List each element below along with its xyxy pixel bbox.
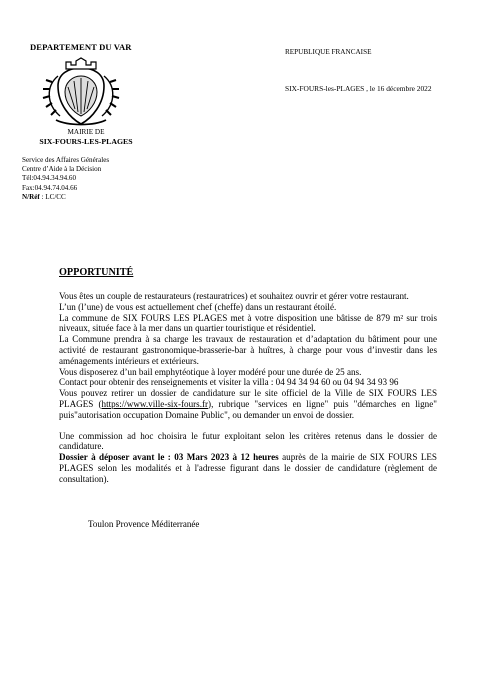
signature-line: Toulon Provence Méditerranée <box>88 519 200 529</box>
paragraph-2: L’un (l’une) de vous est actuellement chef (cheffe) dans un restaurant étoilé. <box>59 301 337 312</box>
service-tel: Tél:04.94.34.94.60 <box>22 174 76 183</box>
place-date-line: SIX-FOURS-les-PLAGES , le 16 décembre 2022 <box>285 84 432 93</box>
paragraph-7-end: ), rubrique "services en ligne" puis "démarches en ligne" puis"autorisation occupation Domaine Public", ou demander un envoi de dossier. <box>59 398 437 420</box>
paragraph-spacer <box>59 421 437 431</box>
mairie-block <box>30 128 142 146</box>
paragraph-8: Une commission ad hoc choisira le futur exploitant selon les critères retenus dans le dossier de candidature. <box>59 430 437 452</box>
town-crest-icon <box>38 56 124 130</box>
deadline-text: Dossier à déposer avant le : 03 Mars 2023 à 12 heures <box>59 452 279 463</box>
paragraph-7-start: Vous pouvez retirer un dossier de candidature sur le site officiel de la Ville de SIX FOURS LES PLAGES ( <box>59 388 437 409</box>
reference-line <box>22 193 109 202</box>
paragraph-6: Contact pour obtenir des renseignements et visiter la villa : 04 94 34 94 60 ou 04 94 34 93 96 <box>59 377 399 388</box>
service-fax: Fax:04.94.74.04.66 <box>22 183 78 192</box>
paragraph-4: La Commune prendra à sa charge les travaux de restauration et d’adaptation du bâtiment pour une activité de restaurant gastronomique-brasserie-bar à huîtres, à charge pour vous d’investir dans les aménagements intérieurs et extérieurs. <box>59 334 437 366</box>
paragraph-7 <box>59 388 437 420</box>
letter-title: OPPORTUNITÉ <box>59 267 134 278</box>
department-heading: DEPARTEMENT DU VAR <box>30 42 132 52</box>
reference-label: N/Réf <box>22 192 40 201</box>
service-line-1: Service des Affaires Générales <box>22 156 110 164</box>
paragraph-3: La commune de SIX FOURS LES PLAGES met à votre disposition une bâtisse de 879 m² sur trois niveaux, située face à la mer dans un quartier touristique et résidentiel. <box>59 312 437 334</box>
reference-value: : LC/CC <box>39 192 66 201</box>
service-block <box>22 156 109 202</box>
letter-body <box>59 291 437 485</box>
service-line-2: Centre d’Aide à la Décision <box>22 165 102 174</box>
paragraph-9 <box>59 452 437 484</box>
mairie-label: MAIRIE DE <box>67 128 105 136</box>
paragraph-9-rest: auprès de la mairie de SIX FOURS LES PLAGES selon les modalités et à l'adresse figurant dans le dossier de candidature (règlement de consultation). <box>59 452 437 484</box>
paragraph-1: Vous êtes un couple de restaurateurs (restauratrices) et souhaitez ouvrir et gérer votre restaurant. <box>59 291 409 301</box>
republic-heading: REPUBLIQUE FRANCAISE <box>285 48 372 56</box>
town-name: SIX-FOURS-LES-PLAGES <box>39 137 133 146</box>
website-link[interactable]: https://www.ville-six-fours.fr <box>101 398 209 409</box>
paragraph-5: Vous disposerez d’un bail emphytéotique à loyer modéré pour une durée de 25 ans. <box>59 366 362 377</box>
